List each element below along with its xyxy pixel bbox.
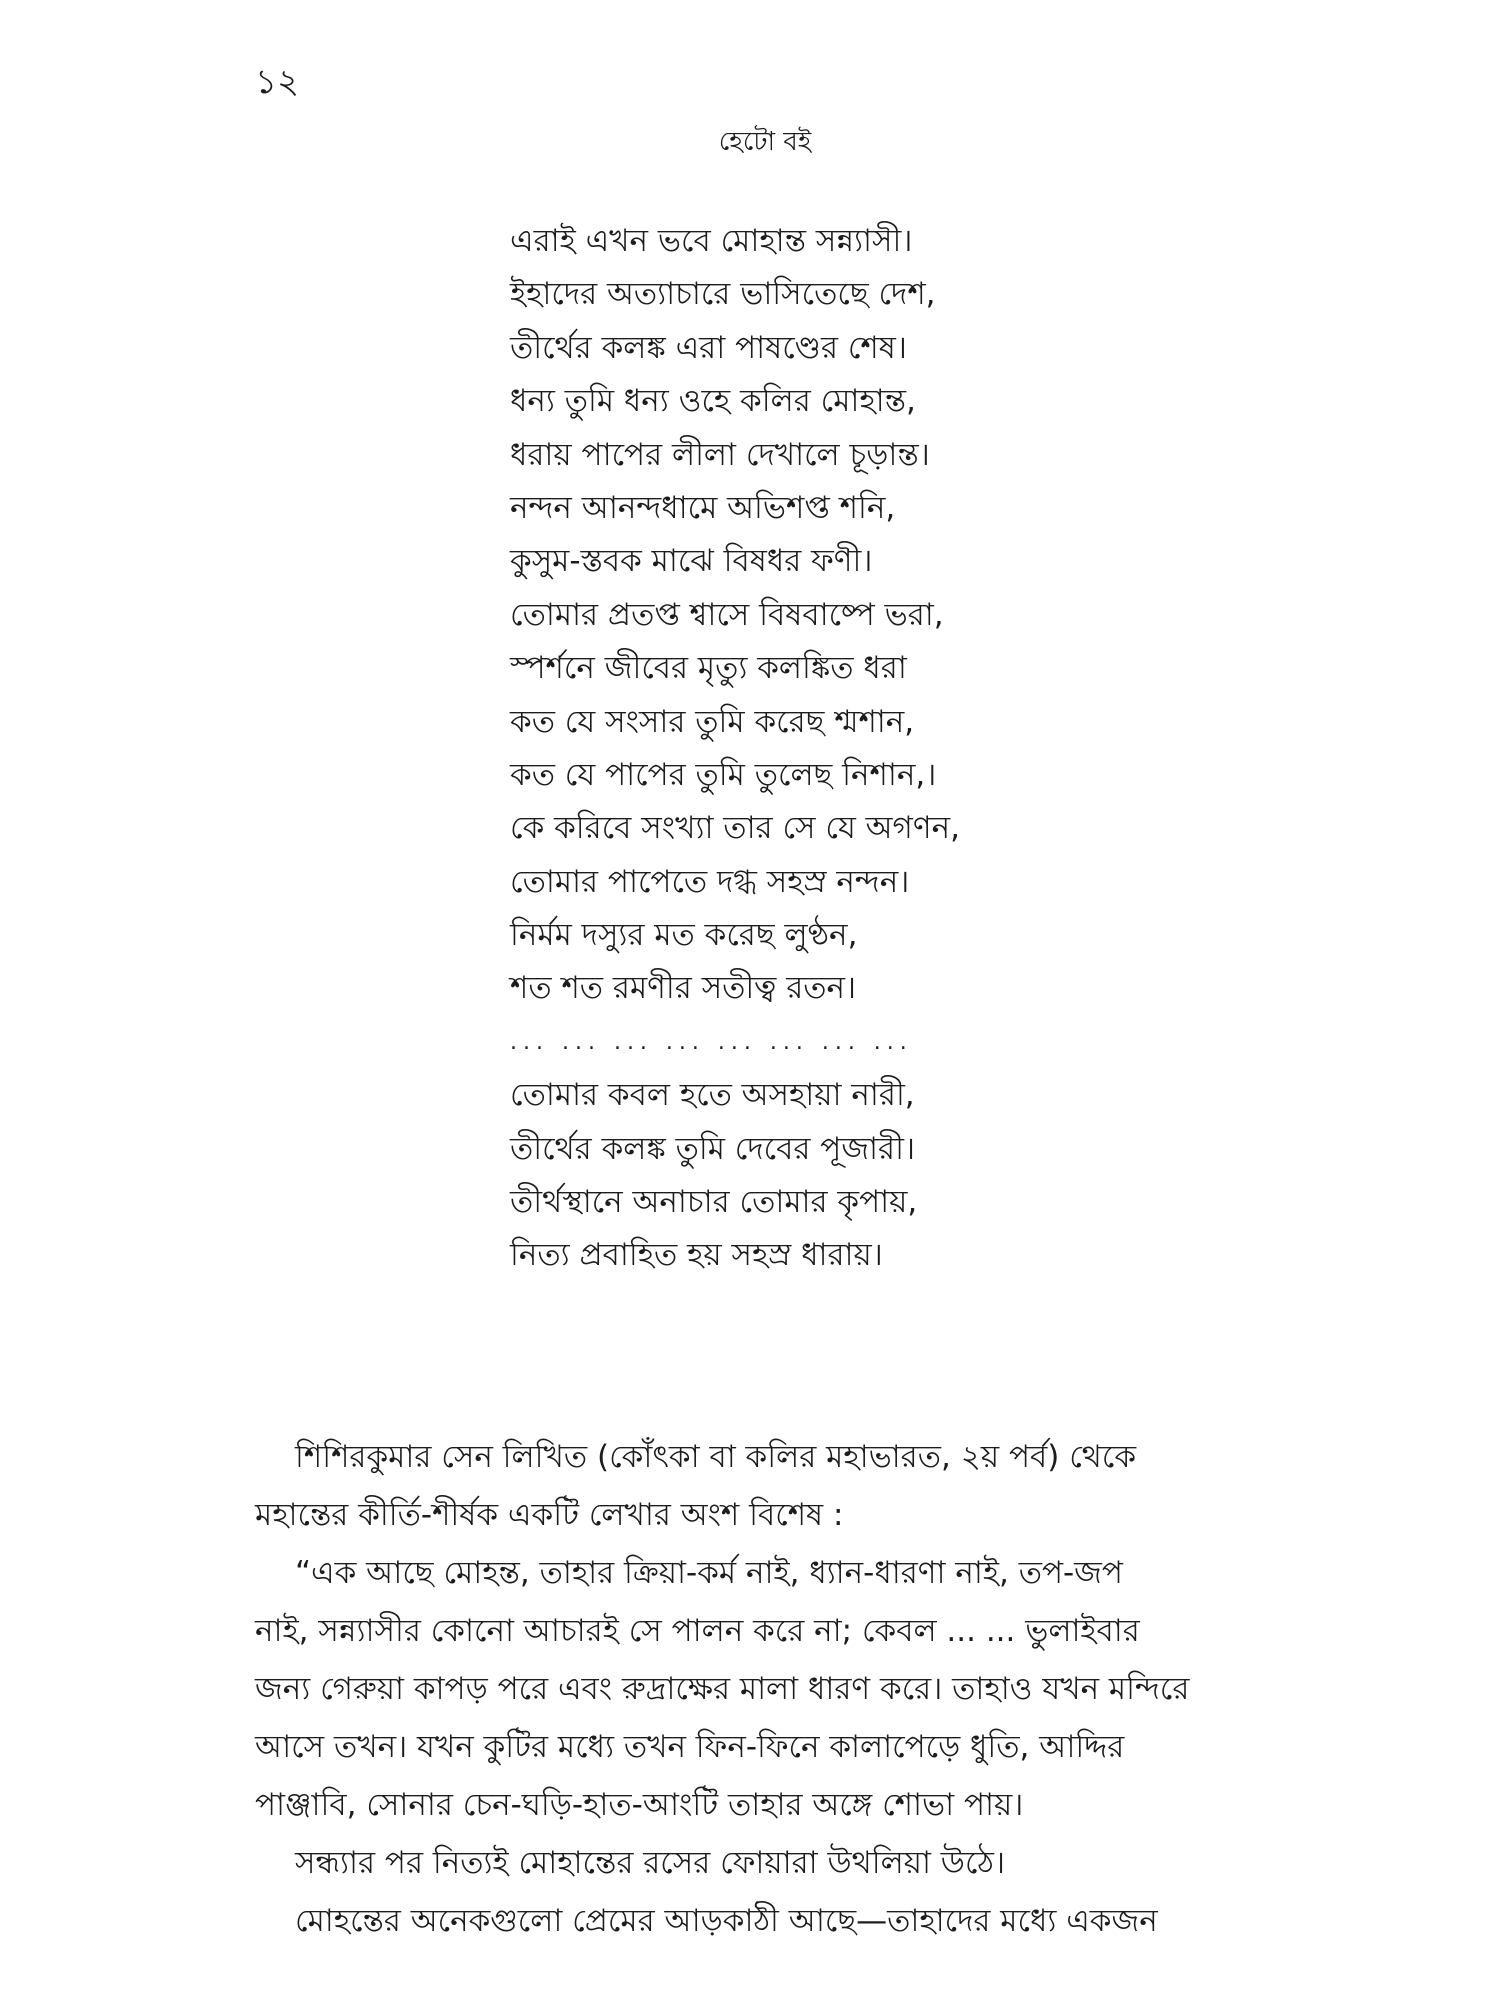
page-number: ১২ [255,62,300,102]
paragraph: মোহন্তের অনেকগুলো প্রেমের আড়কাঠী আছে—তাহাদের মধ্যে একজন [295,1903,1158,1939]
poem-line: শত শত রমণীর সতীত্ব রতন। [510,970,857,1007]
poem-line: এরাই এখন ভবে মোহান্ত সন্ন্যাসী। [510,223,913,259]
intro-paragraph [255,1428,1290,1544]
poem-line: নিত্য প্রবাহিত হয় সহস্র ধারায়। [510,1237,883,1274]
text-line: নাই, সন্ন্যাসীর কোনো আচারই সে পালন করে না; কেবল ... ... ভুলাইবার [255,1613,1140,1649]
running-head: হেটো বই [718,127,812,157]
poem-line: তোমার পাপেতে দগ্ধ সহস্র নন্দন। [510,863,910,900]
poem-line: তীর্থস্থানে অনাচার তোমার কৃপায়, [510,1184,918,1221]
prose-body [255,1428,1290,1950]
poem-line: তোমার কবল হতে অসহায়া নারী, [510,1077,915,1114]
poem-line: ধরায় পাপের লীলা দেখালে চূড়ান্ত। [510,436,930,473]
poem-line: স্পর্শনে জীবের মৃত্যু কলঙ্কিত ধরা [510,650,907,687]
text-line: আসে তখন। যখন কুটির মধ্যে তখন ফিন-ফিনে কালাপেড়ে ধুতি, আদ্দির [255,1729,1125,1765]
poem-line: কুসুম-স্তবক মাঝে বিষধর ফণী। [510,543,873,580]
poem-line: নন্দন আনন্দধামে অভিশপ্ত শনি, [510,489,896,526]
text-line: মহান্তের কীর্তি-শীর্ষক একটি লেখার অংশ বিশেষ : [255,1497,844,1533]
quote-paragraph [255,1544,1290,1834]
poem-line: ধন্য তুমি ধন্য ওহে কলির মোহান্ত, [510,383,916,420]
poem-line: তীর্থের কলঙ্ক তুমি দেবের পূজারী। [510,1130,916,1167]
poem-line: কে করিবে সংখ্যা তার সে যে অগণন, [510,810,960,847]
poem [510,215,1330,1283]
poem-line: কত যে সংসার তুমি করেছ শ্মশান, [510,703,915,740]
poem-line: নির্মম দস্যুর মত করেছ লুণ্ঠন, [510,917,858,954]
poem-ellipsis-line: ... ... ... ... ... ... ... ... [510,1029,913,1055]
poem-line: তীর্থের কলঙ্ক এরা পাষণ্ডের শেষ। [510,329,907,366]
text-line: জন্য গেরুয়া কাপড় পরে এবং রুদ্রাক্ষের মালা ধারণ করে। তাহাও যখন মন্দিরে [255,1671,1190,1707]
poem-line: ইহাদের অত্যাচারে ভাসিতেছে দেশ, [510,276,936,313]
paragraph: সন্ধ্যার পর নিত্যই মোহান্তের রসের ফোয়ারা উথলিয়া উঠে। [295,1845,1006,1881]
poem-line: তোমার প্রতপ্ত শ্বাসে বিষবাষ্পে ভরা, [510,596,944,633]
text-line: পাঞ্জাবি, সোনার চেন-ঘড়ি-হাত-আংটি তাহার অঙ্গে শোভা পায়। [255,1787,1024,1823]
poem-line: কত যে পাপের তুমি তুলেছ নিশান,। [510,756,937,793]
text-line: শিশিরকুমার সেন লিখিত (কোঁৎকা বা কলির মহাভারত, ২য় পর্ব) থেকে [295,1439,1137,1475]
text-line: “এক আছে মোহন্ত, তাহার ক্রিয়া-কর্ম নাই, ধ্যান-ধারণা নাই, তপ-জপ [295,1555,1123,1591]
